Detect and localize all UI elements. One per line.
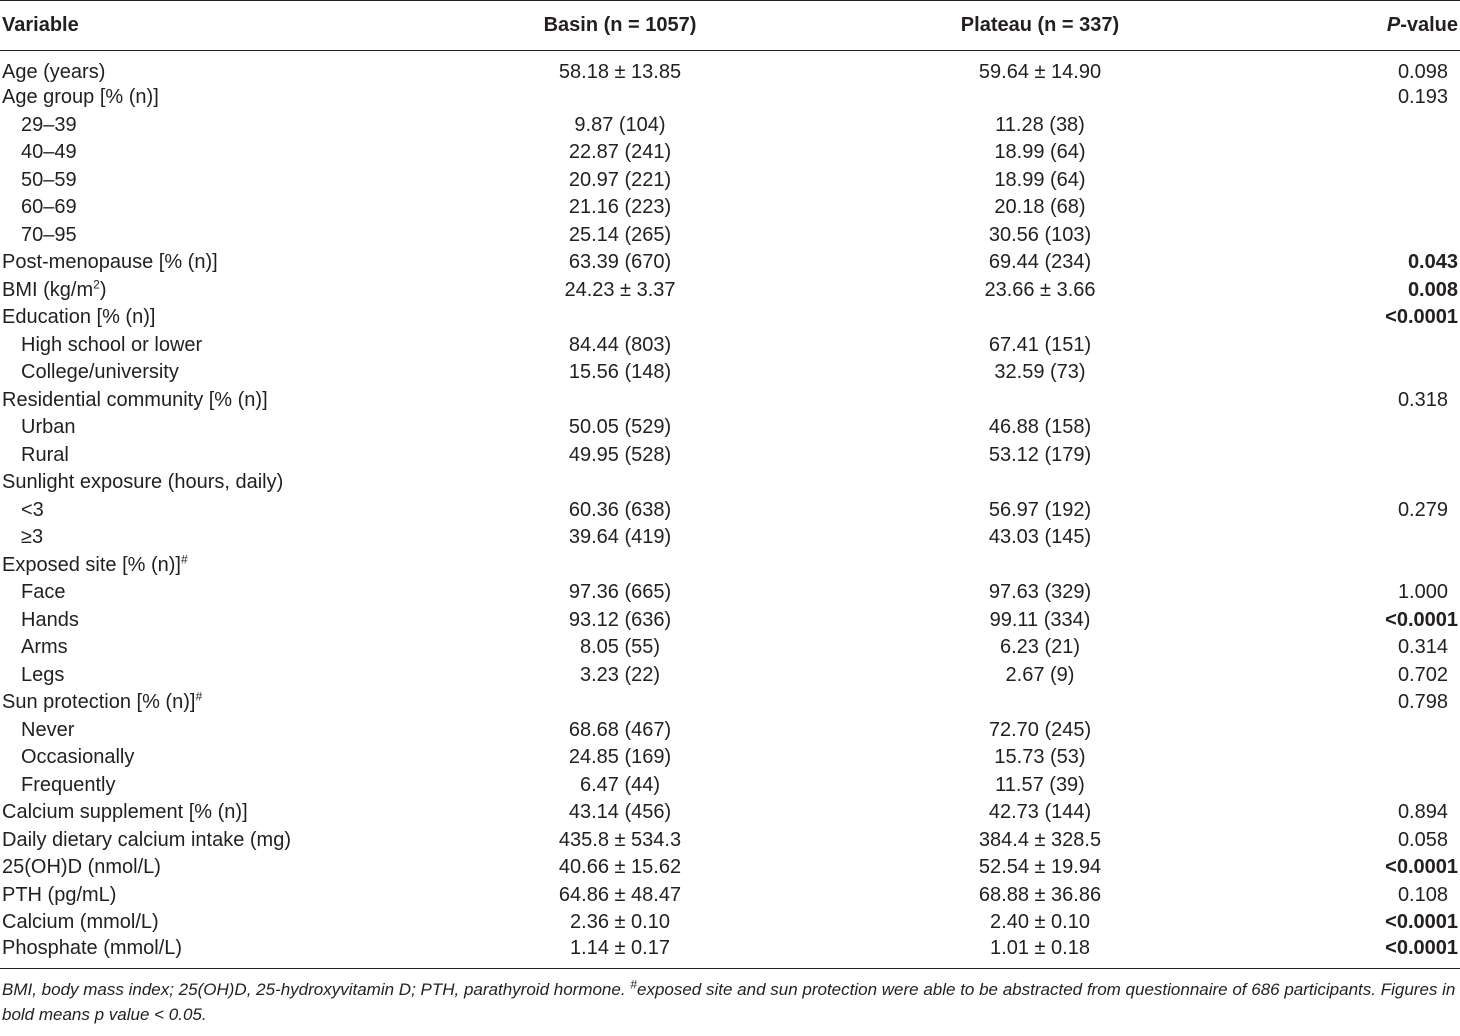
cell-plateau: 2.67 (9) bbox=[1005, 663, 1075, 686]
cell-plateau: 1.01 ± 0.18 bbox=[990, 936, 1090, 959]
header-row bbox=[0, 1, 1460, 51]
table-row bbox=[0, 579, 1460, 607]
cell-p-value bbox=[1260, 442, 1460, 470]
cell-variable bbox=[0, 744, 420, 772]
cell-plateau bbox=[820, 552, 1260, 580]
cell-p-value: 0.798 bbox=[1397, 691, 1448, 714]
cell-p-value bbox=[1260, 552, 1460, 580]
table-row bbox=[0, 827, 1460, 855]
table-header bbox=[0, 1, 1460, 51]
table-row bbox=[0, 51, 1460, 85]
header-variable: Variable bbox=[0, 1, 420, 51]
header-p-rest: -value bbox=[1400, 14, 1458, 36]
table-row bbox=[0, 882, 1460, 910]
cell-variable bbox=[0, 937, 420, 969]
cell-basin: 1.14 ± 0.17 bbox=[570, 936, 670, 959]
variable-label: Legs bbox=[21, 663, 65, 686]
cell-basin: 63.39 (670) bbox=[568, 251, 672, 274]
table-row bbox=[0, 717, 1460, 745]
variable-label: 40–49 bbox=[21, 141, 77, 164]
table-row bbox=[0, 112, 1460, 140]
cell-basin: 6.47 (44) bbox=[579, 773, 661, 796]
cell-basin: 2.36 ± 0.10 bbox=[570, 911, 670, 934]
variable-superscript: # bbox=[195, 689, 203, 704]
cell-basin: 84.44 (803) bbox=[568, 333, 672, 356]
header-plateau: Plateau (n = 337) bbox=[820, 1, 1260, 51]
cell-variable bbox=[0, 359, 420, 387]
cell-p-value: 0.098 bbox=[1397, 61, 1448, 83]
cell-p-value: <0.0001 bbox=[1385, 936, 1458, 959]
cell-p-value: 0.108 bbox=[1397, 883, 1448, 906]
variable-label: Sunlight exposure (hours, daily) bbox=[2, 471, 284, 494]
cell-basin bbox=[420, 552, 820, 580]
variable-label: Exposed site [% (n)] bbox=[2, 553, 181, 576]
footnote-row bbox=[0, 968, 1460, 1027]
cell-variable bbox=[0, 469, 420, 497]
cell-p-value bbox=[1260, 469, 1460, 497]
table-row bbox=[0, 497, 1460, 525]
cell-plateau: 384.4 ± 328.5 bbox=[978, 828, 1102, 851]
variable-label: Daily dietary calcium intake (mg) bbox=[2, 828, 291, 851]
cell-variable bbox=[0, 524, 420, 552]
cell-p-value: 0.058 bbox=[1397, 828, 1448, 851]
cell-p-value: 0.279 bbox=[1397, 498, 1448, 521]
cell-basin: 64.86 ± 48.47 bbox=[558, 883, 682, 906]
cell-plateau: 6.23 (21) bbox=[999, 636, 1081, 659]
cell-variable bbox=[0, 387, 420, 415]
cell-plateau: 72.70 (245) bbox=[988, 718, 1092, 741]
cell-plateau: 18.99 (64) bbox=[994, 168, 1086, 191]
cell-variable bbox=[0, 634, 420, 662]
variable-label: College/university bbox=[21, 361, 179, 384]
table-row bbox=[0, 84, 1460, 112]
variable-label: 60–69 bbox=[21, 196, 77, 219]
cell-p-value bbox=[1260, 359, 1460, 387]
variable-label: Calcium supplement [% (n)] bbox=[2, 801, 248, 824]
variable-label: Arms bbox=[21, 636, 68, 659]
cell-plateau: 2.40 ± 0.10 bbox=[990, 911, 1090, 934]
table-row bbox=[0, 634, 1460, 662]
variable-superscript: 2 bbox=[93, 277, 100, 292]
cell-basin: 24.23 ± 3.37 bbox=[564, 278, 676, 301]
cell-plateau bbox=[820, 469, 1260, 497]
variable-label: Rural bbox=[21, 443, 69, 466]
variable-label: Age group [% (n)] bbox=[2, 86, 159, 109]
cell-basin: 8.05 (55) bbox=[579, 636, 661, 659]
cell-p-value bbox=[1260, 167, 1460, 195]
cell-p-value: 0.702 bbox=[1397, 663, 1448, 686]
cell-basin bbox=[420, 304, 820, 332]
cell-p-value bbox=[1260, 112, 1460, 140]
cell-basin: 22.87 (241) bbox=[568, 141, 672, 164]
cell-variable bbox=[0, 304, 420, 332]
cell-p-value: 0.043 bbox=[1407, 251, 1458, 274]
cell-plateau: 23.66 ± 3.66 bbox=[984, 278, 1096, 301]
cell-p-value bbox=[1260, 772, 1460, 800]
cell-basin: 49.95 (528) bbox=[568, 443, 672, 466]
variable-label: Education [% (n)] bbox=[2, 306, 156, 329]
cell-variable bbox=[0, 167, 420, 195]
table-row bbox=[0, 607, 1460, 635]
cell-p-value bbox=[1260, 414, 1460, 442]
cell-plateau: 56.97 (192) bbox=[988, 498, 1092, 521]
cell-plateau: 69.44 (234) bbox=[988, 251, 1092, 274]
cell-variable bbox=[0, 689, 420, 717]
cell-basin: 20.97 (221) bbox=[568, 168, 672, 191]
cell-variable bbox=[0, 51, 420, 85]
table-row bbox=[0, 524, 1460, 552]
cell-basin: 50.05 (529) bbox=[568, 416, 672, 439]
cell-plateau: 99.11 (334) bbox=[989, 608, 1091, 631]
cell-plateau: 97.63 (329) bbox=[988, 581, 1092, 604]
variable-label: Age (years) bbox=[2, 61, 106, 83]
header-p-letter: P bbox=[1386, 14, 1401, 36]
cell-plateau: 53.12 (179) bbox=[988, 443, 1092, 466]
cell-basin: 435.8 ± 534.3 bbox=[558, 828, 682, 851]
cell-p-value: 0.008 bbox=[1407, 278, 1458, 301]
cell-plateau: 67.41 (151) bbox=[988, 333, 1092, 356]
table-row bbox=[0, 332, 1460, 360]
header-basin: Basin (n = 1057) bbox=[420, 1, 820, 51]
footnote-part1: BMI, body mass index; 25(OH)D, 25-hydroxyvitamin D; PTH, parathyroid hormone. bbox=[2, 979, 631, 999]
cell-p-value: 0.193 bbox=[1397, 86, 1448, 109]
cell-p-value: <0.0001 bbox=[1385, 306, 1458, 329]
variable-label: <3 bbox=[21, 498, 44, 521]
cell-p-value bbox=[1260, 744, 1460, 772]
table-row bbox=[0, 277, 1460, 305]
cell-plateau: 30.56 (103) bbox=[988, 223, 1092, 246]
cell-variable bbox=[0, 717, 420, 745]
cell-plateau: 43.03 (145) bbox=[988, 526, 1092, 549]
variable-label: Post-menopause [% (n)] bbox=[2, 251, 218, 274]
table-row bbox=[0, 194, 1460, 222]
table-row bbox=[0, 139, 1460, 167]
cell-p-value bbox=[1260, 524, 1460, 552]
table-row bbox=[0, 387, 1460, 415]
cell-variable bbox=[0, 277, 420, 305]
cell-p-value: 0.314 bbox=[1397, 636, 1448, 659]
variable-label: 50–59 bbox=[21, 168, 77, 191]
table-row bbox=[0, 414, 1460, 442]
variable-label: 29–39 bbox=[21, 113, 77, 136]
cell-variable bbox=[0, 497, 420, 525]
table-row bbox=[0, 469, 1460, 497]
cell-basin: 58.18 ± 13.85 bbox=[558, 61, 682, 83]
cell-basin: 15.56 (148) bbox=[568, 361, 672, 384]
table-row bbox=[0, 442, 1460, 470]
cell-variable bbox=[0, 332, 420, 360]
cell-p-value: 1.000 bbox=[1397, 581, 1448, 604]
table-row bbox=[0, 167, 1460, 195]
cell-variable bbox=[0, 112, 420, 140]
header-p-value bbox=[1260, 1, 1460, 51]
cell-plateau: 68.88 ± 36.86 bbox=[978, 883, 1102, 906]
cell-variable bbox=[0, 909, 420, 937]
variable-label: Urban bbox=[21, 416, 76, 439]
cell-variable bbox=[0, 194, 420, 222]
cell-basin: 39.64 (419) bbox=[568, 526, 672, 549]
table-row bbox=[0, 662, 1460, 690]
cell-p-value bbox=[1260, 139, 1460, 167]
cell-variable bbox=[0, 607, 420, 635]
cell-plateau: 32.59 (73) bbox=[994, 361, 1086, 384]
table-row bbox=[0, 304, 1460, 332]
table-row bbox=[0, 249, 1460, 277]
variable-superscript: # bbox=[180, 552, 188, 567]
cell-p-value: 0.318 bbox=[1397, 388, 1448, 411]
cell-plateau: 18.99 (64) bbox=[994, 141, 1086, 164]
footnote-part2: exposed site and sun protection were able to be abstracted from questionnaire of 686 participants. Figures in bold means p value < 0.05. bbox=[2, 979, 1456, 1024]
cell-plateau: 20.18 (68) bbox=[994, 196, 1086, 219]
cell-p-value bbox=[1260, 717, 1460, 745]
variable-label: BMI (kg/m bbox=[2, 278, 94, 301]
cell-plateau: 46.88 (158) bbox=[988, 416, 1092, 439]
cell-basin bbox=[420, 469, 820, 497]
cell-basin: 93.12 (636) bbox=[568, 608, 672, 631]
footnote bbox=[0, 968, 1460, 1027]
table-row bbox=[0, 359, 1460, 387]
cell-basin: 68.68 (467) bbox=[568, 718, 672, 741]
cell-plateau bbox=[820, 304, 1260, 332]
cell-variable bbox=[0, 854, 420, 882]
cell-basin: 3.23 (22) bbox=[579, 663, 661, 686]
table-body bbox=[0, 51, 1460, 969]
cell-basin: 24.85 (169) bbox=[568, 746, 672, 769]
cell-plateau bbox=[820, 84, 1260, 112]
cell-variable bbox=[0, 249, 420, 277]
table-row bbox=[0, 854, 1460, 882]
variable-label: PTH (pg/mL) bbox=[2, 883, 117, 906]
cell-p-value: <0.0001 bbox=[1385, 911, 1458, 934]
cell-p-value: <0.0001 bbox=[1385, 608, 1458, 631]
table-row bbox=[0, 799, 1460, 827]
cell-basin: 60.36 (638) bbox=[568, 498, 672, 521]
cell-p-value: 0.894 bbox=[1397, 801, 1448, 824]
cell-variable bbox=[0, 442, 420, 470]
cell-basin bbox=[420, 84, 820, 112]
variable-label: Residential community [% (n)] bbox=[2, 388, 268, 411]
variable-label: 70–95 bbox=[21, 223, 77, 246]
cell-p-value: <0.0001 bbox=[1385, 856, 1458, 879]
variable-label: Occasionally bbox=[21, 746, 135, 769]
cell-variable bbox=[0, 139, 420, 167]
table-row bbox=[0, 937, 1460, 969]
cell-plateau bbox=[820, 689, 1260, 717]
variable-label: Sun protection [% (n)] bbox=[2, 691, 196, 714]
footnote-mark: # bbox=[630, 976, 637, 991]
variable-label: Calcium (mmol/L) bbox=[2, 911, 159, 934]
cell-plateau: 11.28 (38) bbox=[995, 113, 1085, 136]
cell-variable bbox=[0, 414, 420, 442]
variable-label: High school or lower bbox=[21, 333, 203, 356]
table-footer bbox=[0, 968, 1460, 1027]
cell-variable bbox=[0, 579, 420, 607]
cell-p-value bbox=[1260, 222, 1460, 250]
cell-basin: 97.36 (665) bbox=[568, 581, 672, 604]
cell-variable bbox=[0, 799, 420, 827]
cell-plateau: 42.73 (144) bbox=[988, 801, 1092, 824]
cell-plateau: 11.57 (39) bbox=[995, 773, 1085, 796]
cell-variable bbox=[0, 552, 420, 580]
cell-basin: 40.66 ± 15.62 bbox=[558, 856, 682, 879]
cell-plateau: 15.73 (53) bbox=[994, 746, 1086, 769]
cell-p-value bbox=[1260, 194, 1460, 222]
variable-label: Hands bbox=[21, 608, 79, 631]
variable-label: Never bbox=[21, 718, 75, 741]
table-row bbox=[0, 909, 1460, 937]
cell-variable bbox=[0, 772, 420, 800]
cell-basin bbox=[420, 387, 820, 415]
cell-plateau: 52.54 ± 19.94 bbox=[978, 856, 1102, 879]
cell-basin: 21.16 (223) bbox=[568, 196, 672, 219]
cell-variable bbox=[0, 222, 420, 250]
table-row bbox=[0, 744, 1460, 772]
variable-label: Phosphate (mmol/L) bbox=[2, 936, 183, 959]
variable-label: 25(OH)D (nmol/L) bbox=[2, 856, 161, 879]
table-row bbox=[0, 689, 1460, 717]
table-row bbox=[0, 552, 1460, 580]
cell-p-value bbox=[1260, 332, 1460, 360]
cell-variable bbox=[0, 882, 420, 910]
table-row bbox=[0, 222, 1460, 250]
table-row bbox=[0, 772, 1460, 800]
variable-label: Face bbox=[21, 581, 66, 604]
cell-basin: 25.14 (265) bbox=[568, 223, 672, 246]
variable-label-after: ) bbox=[99, 278, 107, 301]
cell-variable bbox=[0, 84, 420, 112]
cell-basin bbox=[420, 689, 820, 717]
cell-plateau: 59.64 ± 14.90 bbox=[978, 61, 1102, 83]
cell-basin: 43.14 (456) bbox=[568, 801, 672, 824]
cell-variable bbox=[0, 662, 420, 690]
cell-variable bbox=[0, 827, 420, 855]
cell-plateau bbox=[820, 387, 1260, 415]
cell-basin: 9.87 (104) bbox=[574, 113, 666, 136]
variable-label: Frequently bbox=[21, 773, 116, 796]
variable-label: ≥3 bbox=[21, 526, 44, 549]
